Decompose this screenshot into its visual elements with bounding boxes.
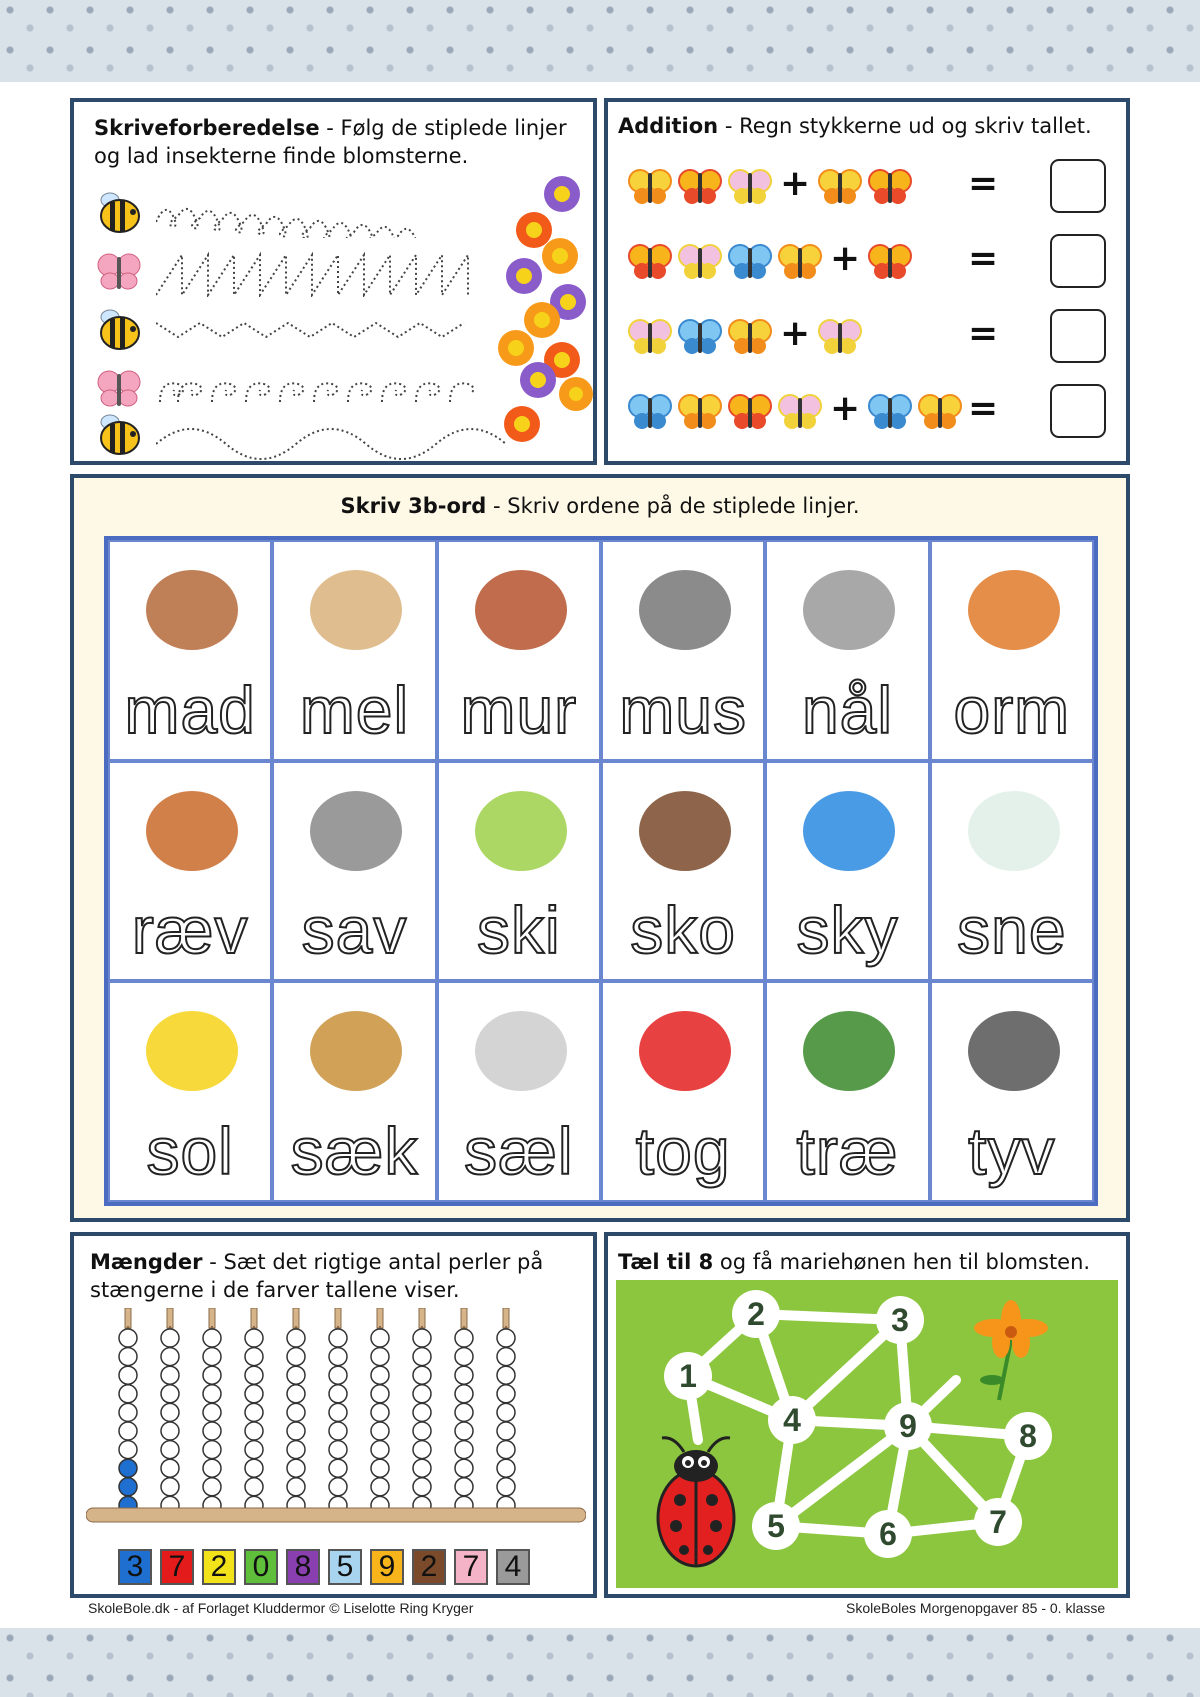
maze-paths bbox=[616, 1280, 1118, 1588]
word-grid bbox=[104, 536, 1098, 1206]
abacus-bead[interactable] bbox=[245, 1329, 263, 1347]
trace-row-1 bbox=[96, 190, 536, 240]
abacus-bead[interactable] bbox=[455, 1385, 473, 1403]
trace-word[interactable]: sne bbox=[957, 893, 1067, 968]
abacus-bead[interactable] bbox=[329, 1478, 347, 1496]
word-card bbox=[108, 761, 272, 982]
butterfly-icon bbox=[678, 317, 722, 357]
word-card bbox=[765, 981, 929, 1202]
bee-icon bbox=[96, 412, 142, 458]
abacus-bead[interactable] bbox=[413, 1329, 431, 1347]
abacus-bead[interactable] bbox=[497, 1403, 515, 1421]
abacus-bead[interactable] bbox=[203, 1478, 221, 1496]
abacus-bead[interactable] bbox=[119, 1329, 137, 1347]
abacus-base bbox=[86, 1508, 586, 1522]
abacus-bead[interactable] bbox=[455, 1422, 473, 1440]
answer-box[interactable] bbox=[1050, 159, 1106, 213]
abacus-bead[interactable] bbox=[455, 1441, 473, 1459]
maze-node[interactable] bbox=[664, 1352, 712, 1400]
plus-sign: + bbox=[830, 388, 861, 429]
abacus-rod bbox=[377, 1308, 383, 1328]
abacus-bead[interactable] bbox=[161, 1478, 179, 1496]
amounts-heading: Mængder - Sæt det rigtige antal perler på stængerne i de farver tallene viser. bbox=[90, 1250, 544, 1302]
top-decorative-band bbox=[0, 0, 1200, 82]
trace-word[interactable]: mur bbox=[460, 672, 578, 747]
words-heading: Skriv 3b-ord - Skriv ordene på de stiplede linjer. bbox=[340, 494, 860, 518]
word-card bbox=[601, 981, 765, 1202]
color-number-tile: 7 bbox=[160, 1549, 194, 1585]
abacus-bead[interactable] bbox=[245, 1385, 263, 1403]
abacus-bead[interactable] bbox=[245, 1348, 263, 1366]
butterfly-icon bbox=[628, 317, 672, 357]
word-card bbox=[765, 540, 929, 761]
abacus-bead[interactable] bbox=[161, 1422, 179, 1440]
word-card bbox=[272, 981, 436, 1202]
flower-icon bbox=[974, 1300, 1048, 1400]
word-card bbox=[930, 761, 1094, 982]
plus-sign: + bbox=[780, 313, 811, 354]
abacus-bead[interactable] bbox=[245, 1366, 263, 1384]
butterfly-icon bbox=[778, 392, 822, 432]
maze-node[interactable] bbox=[768, 1396, 816, 1444]
word-card bbox=[930, 540, 1094, 761]
butterfly-icon bbox=[628, 392, 672, 432]
word-picture-icon bbox=[619, 773, 751, 883]
trace-word[interactable]: tog bbox=[635, 1114, 731, 1188]
maze-node[interactable] bbox=[876, 1296, 924, 1344]
abacus-bead[interactable] bbox=[497, 1385, 515, 1403]
abacus-bead[interactable] bbox=[329, 1403, 347, 1421]
abacus-bead[interactable] bbox=[119, 1441, 137, 1459]
color-number-tile: 5 bbox=[328, 1549, 362, 1585]
svg-text:7: 7 bbox=[989, 1504, 1007, 1540]
abacus-bead[interactable] bbox=[371, 1403, 389, 1421]
amounts-panel bbox=[70, 1232, 597, 1598]
abacus-rod bbox=[251, 1308, 257, 1328]
word-picture-icon bbox=[619, 552, 751, 662]
trace-row-2 bbox=[96, 249, 536, 299]
word-picture-icon bbox=[455, 773, 587, 883]
trace-word[interactable]: mad bbox=[124, 672, 256, 747]
svg-text:1: 1 bbox=[679, 1358, 697, 1394]
abacus-bead[interactable] bbox=[371, 1348, 389, 1366]
abacus-bead[interactable] bbox=[119, 1366, 137, 1384]
trace-row-4 bbox=[96, 366, 536, 416]
trace-word[interactable]: tyv bbox=[968, 1114, 1056, 1188]
abacus-bead[interactable] bbox=[371, 1385, 389, 1403]
butterfly-icon bbox=[96, 249, 142, 295]
abacus-bead[interactable] bbox=[287, 1366, 305, 1384]
abacus-bead[interactable] bbox=[161, 1348, 179, 1366]
trace-word[interactable]: sko bbox=[630, 893, 737, 968]
abacus-bead[interactable] bbox=[119, 1478, 137, 1496]
butterfly-icon bbox=[868, 392, 912, 432]
abacus-rod bbox=[503, 1308, 509, 1328]
color-number-tile: 9 bbox=[370, 1549, 404, 1585]
abacus-bead[interactable] bbox=[497, 1329, 515, 1347]
word-picture-icon bbox=[126, 773, 258, 883]
abacus-bead[interactable] bbox=[371, 1459, 389, 1477]
word-picture-icon bbox=[290, 552, 422, 662]
abacus-bead[interactable] bbox=[119, 1422, 137, 1440]
abacus-bead[interactable] bbox=[245, 1459, 263, 1477]
abacus-rod bbox=[125, 1308, 131, 1328]
svg-text:2: 2 bbox=[747, 1296, 765, 1332]
writing-prep-panel bbox=[70, 98, 597, 465]
trace-word[interactable]: ski bbox=[476, 893, 561, 968]
svg-text:3: 3 bbox=[891, 1302, 909, 1338]
word-picture-icon bbox=[455, 552, 587, 662]
word-picture-icon bbox=[619, 993, 751, 1103]
abacus-bead[interactable] bbox=[413, 1441, 431, 1459]
equals-sign: = bbox=[968, 313, 999, 354]
abacus-bead[interactable] bbox=[245, 1478, 263, 1496]
abacus-bead[interactable] bbox=[329, 1385, 347, 1403]
butterfly-icon bbox=[818, 317, 862, 357]
abacus-bead[interactable] bbox=[287, 1329, 305, 1347]
abacus-bead[interactable] bbox=[119, 1459, 137, 1477]
word-picture-icon bbox=[948, 773, 1080, 883]
trace-word[interactable]: nål bbox=[801, 672, 894, 747]
answer-box[interactable] bbox=[1050, 309, 1106, 363]
abacus-bead[interactable] bbox=[287, 1348, 305, 1366]
maze-node[interactable] bbox=[974, 1498, 1022, 1546]
trace-word[interactable]: mel bbox=[299, 672, 410, 747]
word-picture-icon bbox=[290, 773, 422, 883]
abacus-bead[interactable] bbox=[245, 1422, 263, 1440]
butterfly-icon bbox=[678, 167, 722, 207]
addition-row bbox=[628, 232, 1108, 292]
ladybug-maze-panel bbox=[604, 1232, 1130, 1598]
word-card bbox=[108, 981, 272, 1202]
word-card bbox=[437, 981, 601, 1202]
svg-text:4: 4 bbox=[783, 1402, 801, 1438]
abacus-bead[interactable] bbox=[497, 1441, 515, 1459]
word-picture-icon bbox=[455, 993, 587, 1103]
maze-heading: Tæl til 8 og få mariehønen hen til blomsten. bbox=[618, 1250, 1091, 1274]
abacus bbox=[86, 1308, 586, 1523]
word-card bbox=[765, 761, 929, 982]
abacus-bead[interactable] bbox=[413, 1385, 431, 1403]
abacus-bead[interactable] bbox=[413, 1366, 431, 1384]
addition-panel bbox=[604, 98, 1130, 465]
trace-word[interactable]: sæk bbox=[290, 1114, 419, 1188]
abacus-bead[interactable] bbox=[329, 1422, 347, 1440]
trace-word[interactable]: ræv bbox=[131, 893, 249, 968]
ladybug-icon bbox=[658, 1438, 734, 1566]
abacus-bead[interactable] bbox=[161, 1459, 179, 1477]
abacus-bead[interactable] bbox=[287, 1403, 305, 1421]
flowers-illustration bbox=[484, 172, 594, 452]
abacus-rod bbox=[461, 1308, 467, 1328]
abacus-bead[interactable] bbox=[203, 1366, 221, 1384]
butterfly-icon bbox=[678, 392, 722, 432]
butterfly-icon bbox=[728, 317, 772, 357]
abacus-bead[interactable] bbox=[455, 1329, 473, 1347]
abacus-rod bbox=[293, 1308, 299, 1328]
abacus-bead[interactable] bbox=[329, 1348, 347, 1366]
abacus-bead[interactable] bbox=[497, 1478, 515, 1496]
abacus-bead[interactable] bbox=[245, 1403, 263, 1421]
abacus-bead[interactable] bbox=[329, 1459, 347, 1477]
color-number-tile: 0 bbox=[244, 1549, 278, 1585]
butterfly-icon bbox=[918, 392, 962, 432]
abacus-bead[interactable] bbox=[497, 1459, 515, 1477]
butterfly-icon bbox=[868, 167, 912, 207]
abacus-bead[interactable] bbox=[329, 1366, 347, 1384]
word-card bbox=[437, 761, 601, 982]
addition-row bbox=[628, 157, 1108, 217]
abacus-bead[interactable] bbox=[371, 1441, 389, 1459]
abacus-bead[interactable] bbox=[455, 1403, 473, 1421]
svg-text:6: 6 bbox=[879, 1516, 897, 1552]
word-picture-icon bbox=[126, 993, 258, 1103]
equals-sign: = bbox=[968, 388, 999, 429]
word-picture-icon bbox=[126, 552, 258, 662]
word-picture-icon bbox=[783, 993, 915, 1103]
equals-sign: = bbox=[968, 238, 999, 279]
word-card bbox=[437, 540, 601, 761]
trace-word[interactable]: sav bbox=[301, 893, 408, 968]
addition-row bbox=[628, 307, 1108, 367]
maze-node[interactable] bbox=[732, 1290, 780, 1338]
abacus-rod bbox=[419, 1308, 425, 1328]
abacus-bead[interactable] bbox=[371, 1366, 389, 1384]
maze-node[interactable] bbox=[884, 1402, 932, 1450]
butterfly-icon bbox=[728, 167, 772, 207]
words-panel bbox=[70, 474, 1130, 1222]
word-card bbox=[108, 540, 272, 761]
word-picture-icon bbox=[290, 993, 422, 1103]
word-card bbox=[930, 981, 1094, 1202]
abacus-bead[interactable] bbox=[455, 1348, 473, 1366]
trace-word[interactable]: mus bbox=[619, 672, 747, 747]
color-number-tile: 4 bbox=[496, 1549, 530, 1585]
color-number-tile: 2 bbox=[412, 1549, 446, 1585]
butterfly-icon bbox=[628, 242, 672, 282]
abacus-bead[interactable] bbox=[413, 1459, 431, 1477]
abacus-bead[interactable] bbox=[287, 1478, 305, 1496]
abacus-bead[interactable] bbox=[413, 1422, 431, 1440]
butterfly-icon bbox=[628, 167, 672, 207]
abacus-bead[interactable] bbox=[119, 1403, 137, 1421]
abacus-bead[interactable] bbox=[203, 1329, 221, 1347]
word-card bbox=[272, 761, 436, 982]
abacus-bead[interactable] bbox=[287, 1459, 305, 1477]
color-number-tile: 3 bbox=[118, 1549, 152, 1585]
color-number-tile: 8 bbox=[286, 1549, 320, 1585]
maze-node[interactable] bbox=[864, 1510, 912, 1558]
footer-left: SkoleBole.dk - af Forlaget Kluddermor © Liselotte Ring Kryger bbox=[88, 1600, 474, 1616]
answer-box[interactable] bbox=[1050, 234, 1106, 288]
butterfly-icon bbox=[778, 242, 822, 282]
word-picture-icon bbox=[783, 552, 915, 662]
maze-node[interactable] bbox=[1004, 1412, 1052, 1460]
addition-heading: Addition - Regn stykkerne ud og skriv tallet. bbox=[618, 114, 1092, 138]
trace-row-3 bbox=[96, 307, 536, 357]
trace-word[interactable]: sky bbox=[796, 893, 899, 968]
bottom-decorative-band bbox=[0, 1628, 1200, 1697]
abacus-bead[interactable] bbox=[161, 1366, 179, 1384]
abacus-bead[interactable] bbox=[329, 1441, 347, 1459]
abacus-bead[interactable] bbox=[245, 1441, 263, 1459]
butterfly-icon bbox=[818, 167, 862, 207]
svg-text:5: 5 bbox=[767, 1508, 785, 1544]
abacus-bead[interactable] bbox=[413, 1478, 431, 1496]
color-number-tile: 7 bbox=[454, 1549, 488, 1585]
number-row bbox=[112, 1549, 552, 1589]
abacus-bead[interactable] bbox=[413, 1348, 431, 1366]
word-picture-icon bbox=[948, 552, 1080, 662]
abacus-bead[interactable] bbox=[455, 1366, 473, 1384]
plus-sign: + bbox=[830, 238, 861, 279]
trace-word[interactable]: træ bbox=[796, 1114, 899, 1188]
trace-word[interactable]: orm bbox=[953, 672, 1071, 747]
trace-word[interactable]: sæl bbox=[464, 1114, 574, 1188]
word-picture-icon bbox=[948, 993, 1080, 1103]
abacus-bead[interactable] bbox=[161, 1385, 179, 1403]
plus-sign: + bbox=[780, 163, 811, 204]
maze-area bbox=[616, 1280, 1118, 1588]
abacus-bead[interactable] bbox=[287, 1385, 305, 1403]
abacus-bead[interactable] bbox=[497, 1422, 515, 1440]
addition-row bbox=[628, 382, 1108, 442]
word-card bbox=[272, 540, 436, 761]
abacus-rod bbox=[335, 1308, 341, 1328]
abacus-bead[interactable] bbox=[287, 1422, 305, 1440]
word-picture-icon bbox=[783, 773, 915, 883]
answer-box[interactable] bbox=[1050, 384, 1106, 438]
abacus-bead[interactable] bbox=[161, 1441, 179, 1459]
abacus-bead[interactable] bbox=[287, 1441, 305, 1459]
maze-node[interactable] bbox=[752, 1502, 800, 1550]
abacus-bead[interactable] bbox=[203, 1348, 221, 1366]
writing-prep-heading: Skriveforberedelse - Følg de stiplede linjer og lad insekterne finde blomsterne. bbox=[94, 116, 567, 168]
abacus-bead[interactable] bbox=[203, 1441, 221, 1459]
abacus-bead[interactable] bbox=[119, 1385, 137, 1403]
abacus-bead[interactable] bbox=[371, 1478, 389, 1496]
abacus-bead[interactable] bbox=[455, 1459, 473, 1477]
abacus-bead[interactable] bbox=[203, 1385, 221, 1403]
abacus-bead[interactable] bbox=[329, 1329, 347, 1347]
butterfly-icon bbox=[96, 366, 142, 412]
abacus-bead[interactable] bbox=[161, 1403, 179, 1421]
flower-icon bbox=[544, 176, 580, 212]
abacus-bead[interactable] bbox=[203, 1422, 221, 1440]
abacus-bead[interactable] bbox=[497, 1366, 515, 1384]
butterfly-icon bbox=[728, 392, 772, 432]
word-card bbox=[601, 540, 765, 761]
abacus-bead[interactable] bbox=[161, 1329, 179, 1347]
abacus-bead[interactable] bbox=[371, 1422, 389, 1440]
svg-text:9: 9 bbox=[899, 1408, 917, 1444]
bee-icon bbox=[96, 190, 142, 236]
abacus-bead[interactable] bbox=[203, 1459, 221, 1477]
color-number-tile: 2 bbox=[202, 1549, 236, 1585]
butterfly-icon bbox=[678, 242, 722, 282]
butterfly-icon bbox=[868, 242, 912, 282]
bee-icon bbox=[96, 307, 142, 353]
abacus-bead[interactable] bbox=[203, 1403, 221, 1421]
abacus-rod bbox=[209, 1308, 215, 1328]
abacus-bead[interactable] bbox=[413, 1403, 431, 1421]
footer-right: SkoleBoles Morgenopgaver 85 - 0. klasse bbox=[846, 1600, 1106, 1616]
abacus-bead[interactable] bbox=[497, 1348, 515, 1366]
equals-sign: = bbox=[968, 163, 999, 204]
abacus-rod bbox=[167, 1308, 173, 1328]
svg-text:8: 8 bbox=[1019, 1418, 1037, 1454]
abacus-bead[interactable] bbox=[371, 1329, 389, 1347]
trace-word[interactable]: sol bbox=[146, 1114, 234, 1188]
butterfly-icon bbox=[728, 242, 772, 282]
trace-row-5 bbox=[96, 412, 536, 462]
abacus-bead[interactable] bbox=[119, 1348, 137, 1366]
abacus-bead[interactable] bbox=[455, 1478, 473, 1496]
word-card bbox=[601, 761, 765, 982]
